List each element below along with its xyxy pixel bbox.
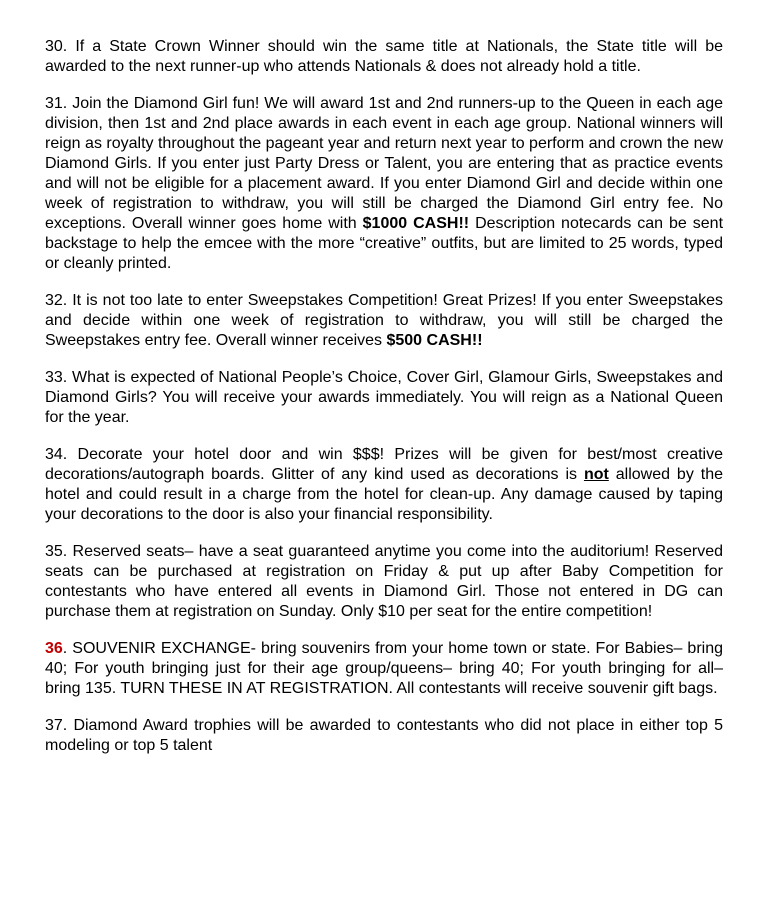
rule-32-cash-prize: $500 CASH!! <box>386 332 483 349</box>
rule-34-not-emphasis: not <box>583 466 609 483</box>
rule-36-number: 36 <box>45 640 63 657</box>
rule-31 <box>45 94 723 274</box>
rule-37-text: 37. Diamond Award trophies will be awarded to contestants who did not place in either top 5 modeling or top 5 talent <box>45 717 723 754</box>
rule-31-cash-prize: $1000 CASH!! <box>362 215 470 232</box>
rule-34-text: 34. Decorate your hotel door and win $$$! Prizes will be given for best/most creative decorations/autograph boards. Glitter of any kind used as decorations is <box>45 446 723 483</box>
rule-31-text: 31. Join the Diamond Girl fun! We will award 1st and 2nd runners-up to the Queen in each age division, then 1st and 2nd place awards in each event in each age group. National winners will reign as royalty throughout the pageant year and return next year to perform and crown the new Diamond Girls. If you enter just Party Dress or Talent, you are entering that as practice events and will not be eligible for a placement award. If you enter Diamond Girl and decide within one week of registration to withdraw, you will still be charged the Diamond Girl entry fee. No exceptions. Overall winner goes home with <box>45 95 723 232</box>
rule-34-text-after: allowed by the hotel and could result in a charge from the hotel for clean-up. Any damage caused by taping your decorations to the door is also your financial responsibility. <box>45 466 724 523</box>
rule-36 <box>45 639 723 699</box>
rule-35 <box>45 542 723 622</box>
rule-31-text-after: Description notecards can be sent backstage to help the emcee with the more “creative” outfits, but are limited to 25 words, typed or cleanly printed. <box>45 215 724 272</box>
rule-33-text: 33. What is expected of National People’s Choice, Cover Girl, Glamour Girls, Sweepstakes and Diamond Girls? You will receive your awards immediately. You will reign as a National Queen for the year. <box>45 369 723 426</box>
rule-30 <box>45 37 723 77</box>
document-page <box>45 37 723 756</box>
rule-34 <box>45 445 723 525</box>
rule-30-text: 30. If a State Crown Winner should win the same title at Nationals, the State title will be awarded to the next runner-up who attends Nationals & does not already hold a title. <box>45 38 723 75</box>
rule-36-text: . SOUVENIR EXCHANGE- bring souvenirs from your home town or state. For Babies– bring 40; For youth bringing just for their age group/queens– bring 40; For youth bringing for all– bring 135. TURN THESE IN AT REGISTRATION. All contestants will receive souvenir gift bags. <box>45 640 723 697</box>
rule-35-text: 35. Reserved seats– have a seat guaranteed anytime you come into the auditorium! Reserved seats can be purchased at registration on Friday & put up after Baby Competition for contestants who have entered all events in Diamond Girl. Those not entered in DG can purchase them at registration on Sunday. Only $10 per seat for the entire competition! <box>45 543 723 620</box>
rule-37 <box>45 716 723 756</box>
rule-32-text: 32. It is not too late to enter Sweepstakes Competition! Great Prizes! If you enter Sweepstakes and decide within one week of registration to withdraw, you will still be charged the Sweepstakes entry fee. Overall winner receives <box>45 292 723 349</box>
rule-32 <box>45 291 723 351</box>
rule-33 <box>45 368 723 428</box>
